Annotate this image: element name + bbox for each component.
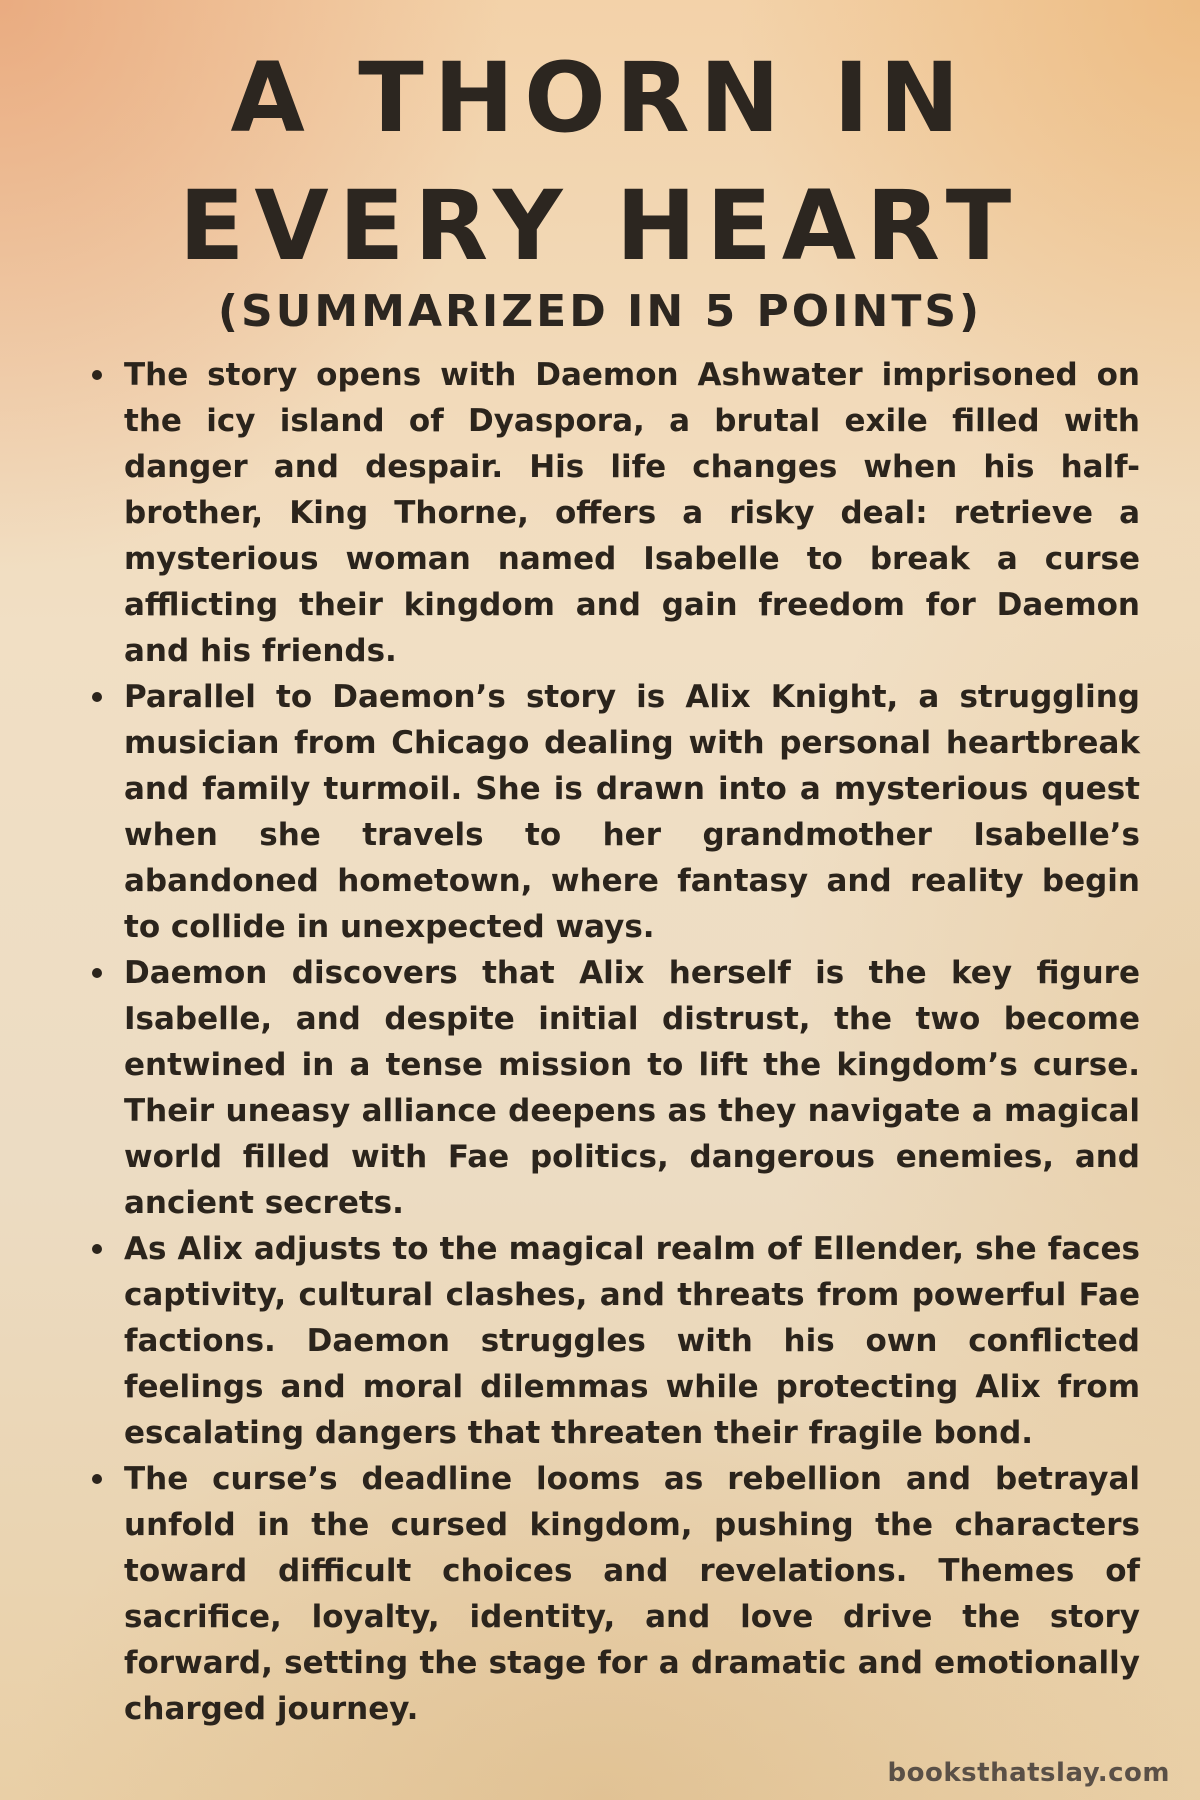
title-line-1: A THORN IN — [230, 42, 970, 154]
title-line-2: EVERY HEART — [178, 170, 1022, 282]
summary-point-text: The curse’s deadline looms as rebellion and betrayal unfold in the cursed kingdom, pushing the characters toward difficult choices and revelations. Themes of sacrifice, loyalty, identity, and love drive the story forward, setting the stage for a dramatic and emotionally charged journey. — [124, 1461, 1140, 1727]
summary-point-5 — [124, 1456, 1140, 1732]
summary-point-text: As Alix adjusts to the magical realm of Ellender, she faces captivity, cultural clashes, and threats from powerful Fae factions. Daemon struggles with his own conflicted feelings and moral dilemmas while protecting Alix from escalating dangers that threaten their fragile bond. — [124, 1231, 1140, 1451]
bullet-icon — [92, 1474, 102, 1484]
bullet-icon — [92, 1244, 102, 1254]
subtitle: (SUMMARIZED IN 5 POINTS) — [217, 286, 983, 337]
bullet-icon — [92, 692, 102, 702]
site-watermark: booksthatslay.com — [887, 1758, 1170, 1788]
summary-point-text: Parallel to Daemon’s story is Alix Knight, a struggling musician from Chicago dealing with personal heartbreak and family turmoil. She is drawn into a mysterious quest when she travels to her grandmother Isabelle’s abandoned hometown, where fantasy and reality begin to collide in unexpected ways. — [124, 679, 1140, 945]
summary-point-text: The story opens with Daemon Ashwater imprisoned on the icy island of Dyaspora, a brutal exile filled with danger and despair. His life changes when his half-brother, King Thorne, offers a risky deal: retrieve a mysterious woman named Isabelle to break a curse afflicting their kingdom and gain freedom for Daemon and his friends. — [124, 357, 1140, 669]
summary-point-text: Daemon discovers that Alix herself is the key figure Isabelle, and despite initial distrust, the two become entwined in a tense mission to lift the kingdom’s curse. Their uneasy alliance deepens as they navigate a magical world filled with Fae politics, dangerous enemies, and ancient secrets. — [124, 955, 1140, 1221]
summary-point-4 — [124, 1226, 1140, 1456]
summary-point-3 — [124, 950, 1140, 1226]
summary-point-1 — [124, 352, 1140, 674]
bullet-icon — [92, 968, 102, 978]
summary-point-2 — [124, 674, 1140, 950]
summary-points-list — [124, 352, 1140, 1732]
bullet-icon — [92, 370, 102, 380]
